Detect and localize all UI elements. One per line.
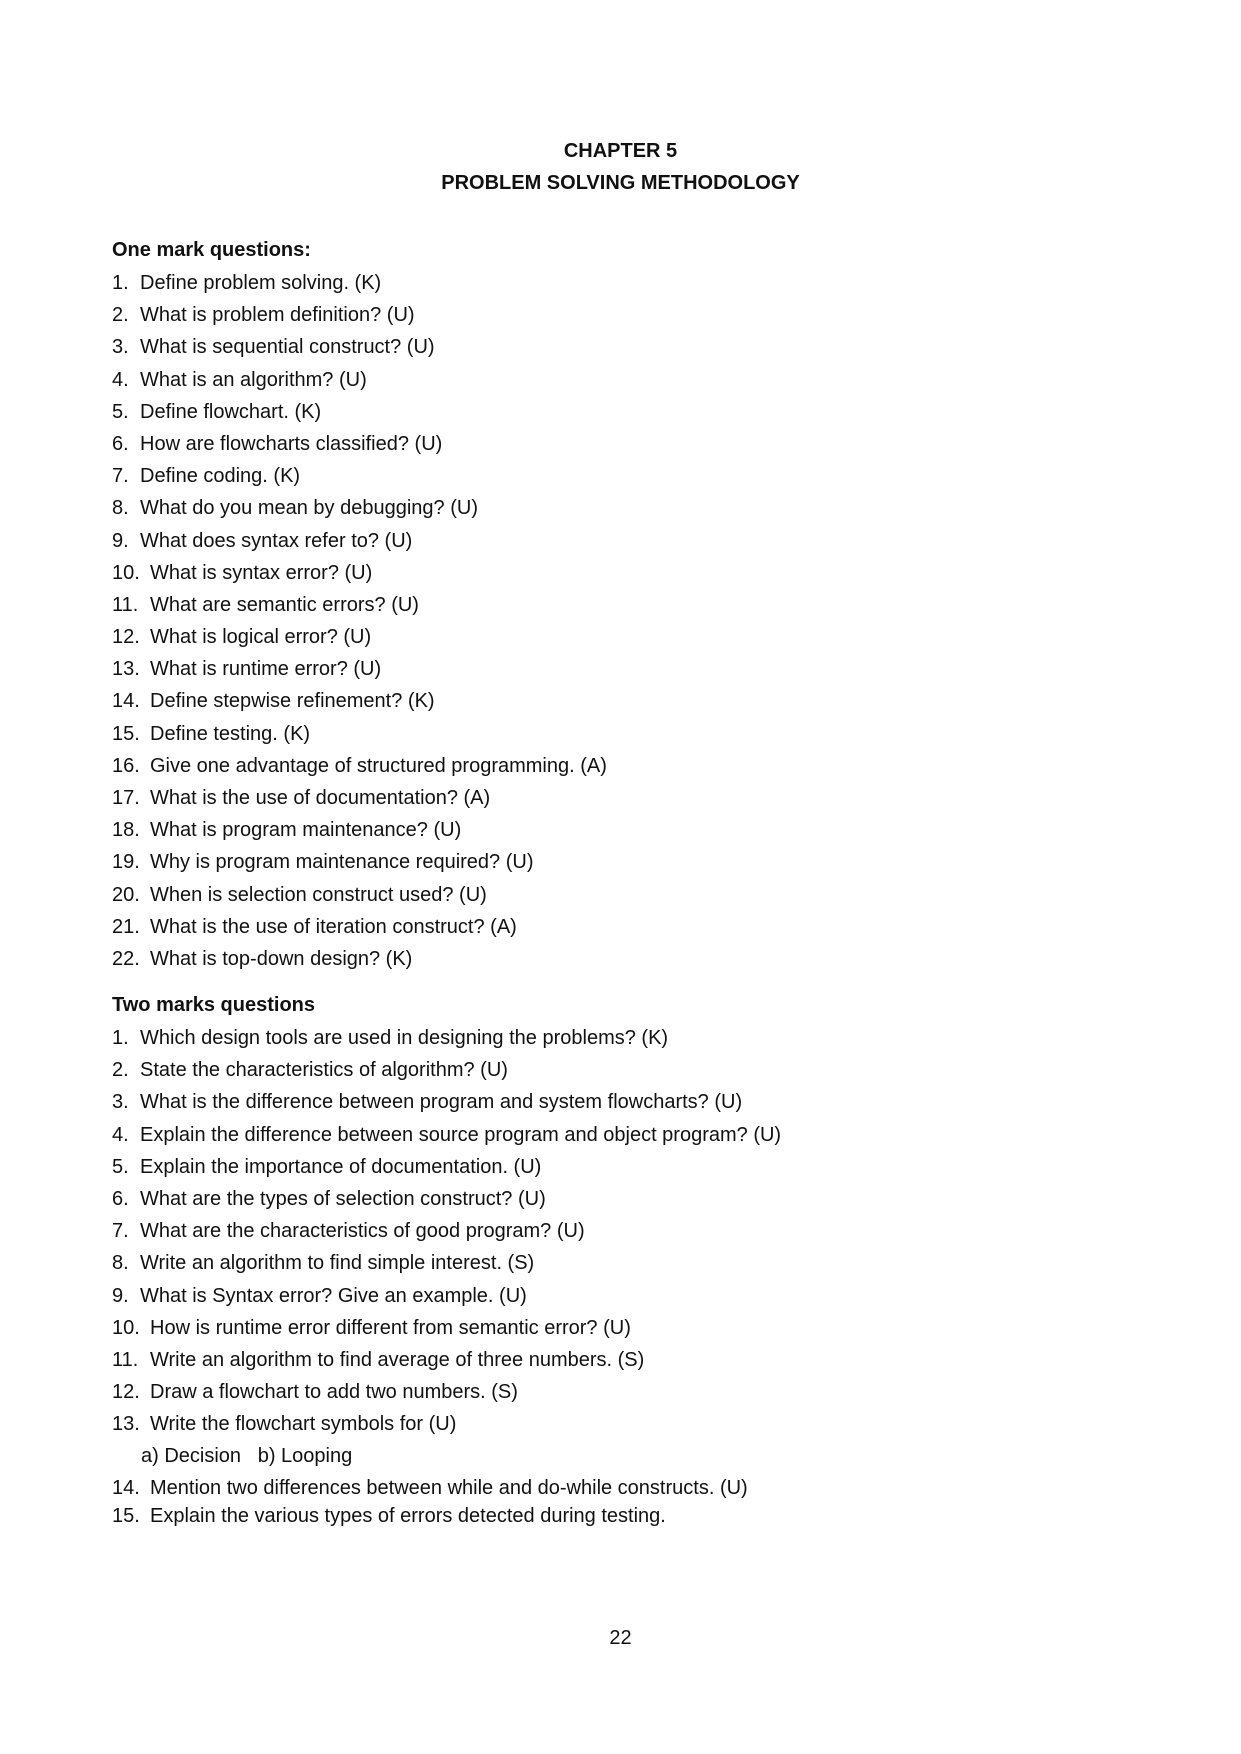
question-text: Why is program maintenance required? (U)	[150, 851, 534, 874]
question-item	[112, 1280, 781, 1312]
question-item	[112, 460, 607, 492]
question-item	[112, 750, 607, 782]
chapter-title: PROBLEM SOLVING METHODOLOGY	[441, 172, 800, 194]
question-text: Explain the importance of documentation. (U)	[140, 1155, 542, 1178]
question-number: 11.	[112, 1348, 139, 1371]
question-text: Which design tools are used in designing the problems? (K)	[140, 1027, 669, 1049]
two-mark-question-list	[112, 1022, 781, 1440]
question-number: 8.	[112, 497, 129, 520]
question-text: Mention two differences between while and do-while constructs. (U)	[150, 1477, 748, 1499]
question-item	[112, 364, 607, 396]
question-number: 9.	[112, 1284, 129, 1307]
question-number: 20.	[112, 883, 140, 906]
question-number: 14.	[112, 690, 140, 713]
question-item	[112, 621, 607, 653]
question-text: Write an algorithm to find simple interest. (S)	[140, 1252, 535, 1275]
question-item	[112, 331, 607, 363]
question-text: How are flowcharts classified? (U)	[140, 432, 443, 455]
question-item	[112, 589, 607, 621]
question-text: Write the flowchart symbols for (U)	[150, 1413, 457, 1436]
question-text: What is syntax error? (U)	[150, 561, 373, 584]
question-text: What is the use of documentation? (A)	[150, 787, 491, 809]
question-text: What is problem definition? (U)	[140, 304, 415, 327]
question-item	[112, 1474, 748, 1502]
question-item	[112, 525, 607, 557]
question-item	[112, 1183, 781, 1215]
question-item	[112, 267, 607, 299]
question-text: What is top-down design? (K)	[150, 947, 413, 970]
question-item	[112, 428, 607, 460]
question-item	[112, 1376, 781, 1408]
page-number: 22	[609, 1627, 632, 1649]
question-item	[112, 685, 607, 717]
question-text: When is selection construct used? (U)	[150, 883, 487, 906]
question-item	[112, 653, 607, 685]
question-item	[112, 814, 607, 846]
question-text: What are the characteristics of good program? (U)	[140, 1220, 585, 1243]
two-mark-heading: Two marks questions	[112, 994, 316, 1016]
question-text: Define flowchart. (K)	[140, 400, 322, 423]
question-item	[112, 1054, 781, 1086]
question-number: 10.	[112, 1316, 140, 1339]
question-text: What are semantic errors? (U)	[150, 593, 419, 616]
one-mark-question-list	[112, 267, 607, 975]
question-number: 11.	[112, 593, 139, 616]
question-text: Explain the difference between source program and object program? (U)	[140, 1123, 782, 1146]
question-number: 4.	[112, 368, 129, 391]
question-number: 16.	[112, 754, 140, 777]
question-item	[112, 782, 607, 814]
question-item	[112, 1344, 781, 1376]
question-item	[112, 1119, 781, 1151]
question-text: What is the use of iteration construct? (A)	[150, 915, 517, 938]
question-number: 1.	[112, 1027, 129, 1049]
question-item	[112, 1215, 781, 1247]
question-number: 5.	[112, 400, 129, 423]
question-text: What do you mean by debugging? (U)	[140, 497, 478, 520]
question-item	[112, 1502, 748, 1530]
question-number: 1.	[112, 272, 129, 294]
question-number: 3.	[112, 336, 129, 359]
question-number: 6.	[112, 1187, 129, 1210]
question-item	[112, 492, 607, 524]
one-mark-heading: One mark questions:	[112, 239, 311, 261]
question-item	[112, 1312, 781, 1344]
question-item	[112, 1086, 781, 1118]
question-number: 17.	[112, 787, 140, 809]
question-number: 2.	[112, 1059, 129, 1082]
question-number: 12.	[112, 1381, 140, 1404]
question-text: What is an algorithm? (U)	[140, 368, 367, 391]
question-text: Give one advantage of structured programming. (A)	[150, 754, 607, 777]
question-text: Write an algorithm to find average of three numbers. (S)	[150, 1348, 645, 1371]
question-item	[112, 396, 607, 428]
question-item	[112, 943, 607, 975]
question-item	[112, 299, 607, 331]
question-number: 22.	[112, 947, 140, 970]
question-number: 14.	[112, 1477, 140, 1499]
question-item	[112, 879, 607, 911]
question-number: 12.	[112, 626, 140, 649]
sub-options: a) Decision b) Looping	[141, 1445, 353, 1467]
question-number: 8.	[112, 1252, 129, 1275]
question-text: State the characteristics of algorithm? (U)	[140, 1059, 508, 1082]
question-item	[112, 846, 607, 878]
question-text: What is program maintenance? (U)	[150, 819, 462, 842]
question-item	[112, 1408, 781, 1440]
question-text: What is the difference between program and system flowcharts? (U)	[140, 1091, 743, 1114]
question-item	[112, 557, 607, 589]
question-number: 5.	[112, 1155, 129, 1178]
question-text: What is Syntax error? Give an example. (U)	[140, 1284, 527, 1307]
question-number: 10.	[112, 561, 140, 584]
question-item	[112, 911, 607, 943]
question-text: What is runtime error? (U)	[150, 658, 382, 681]
question-number: 15.	[112, 722, 140, 745]
question-item	[112, 1151, 781, 1183]
question-text: Define coding. (K)	[140, 465, 301, 488]
question-text: How is runtime error different from semantic error? (U)	[150, 1316, 631, 1339]
question-text: Define stepwise refinement? (K)	[150, 690, 435, 713]
question-text: Define testing. (K)	[150, 722, 311, 745]
two-mark-question-list-continued	[112, 1474, 748, 1530]
question-text: Explain the various types of errors detected during testing.	[150, 1505, 666, 1527]
question-number: 4.	[112, 1123, 129, 1146]
question-text: What is sequential construct? (U)	[140, 336, 435, 359]
question-number: 21.	[112, 915, 140, 938]
question-number: 13.	[112, 658, 140, 681]
chapter-number: CHAPTER 5	[563, 140, 678, 162]
question-text: What is logical error? (U)	[150, 626, 372, 649]
question-text: Define problem solving. (K)	[140, 272, 382, 294]
question-text: What are the types of selection construct? (U)	[140, 1187, 546, 1210]
question-number: 15.	[112, 1505, 140, 1527]
question-item	[112, 1247, 781, 1279]
question-number: 3.	[112, 1091, 129, 1114]
question-number: 7.	[112, 465, 129, 488]
question-text: Draw a flowchart to add two numbers. (S)	[150, 1381, 518, 1404]
question-number: 19.	[112, 851, 140, 874]
question-number: 6.	[112, 432, 129, 455]
question-text: What does syntax refer to? (U)	[140, 529, 413, 552]
question-number: 13.	[112, 1413, 140, 1436]
question-item	[112, 1022, 781, 1054]
question-number: 9.	[112, 529, 129, 552]
question-item	[112, 718, 607, 750]
question-number: 2.	[112, 304, 129, 327]
question-number: 18.	[112, 819, 140, 842]
question-number: 7.	[112, 1220, 129, 1243]
